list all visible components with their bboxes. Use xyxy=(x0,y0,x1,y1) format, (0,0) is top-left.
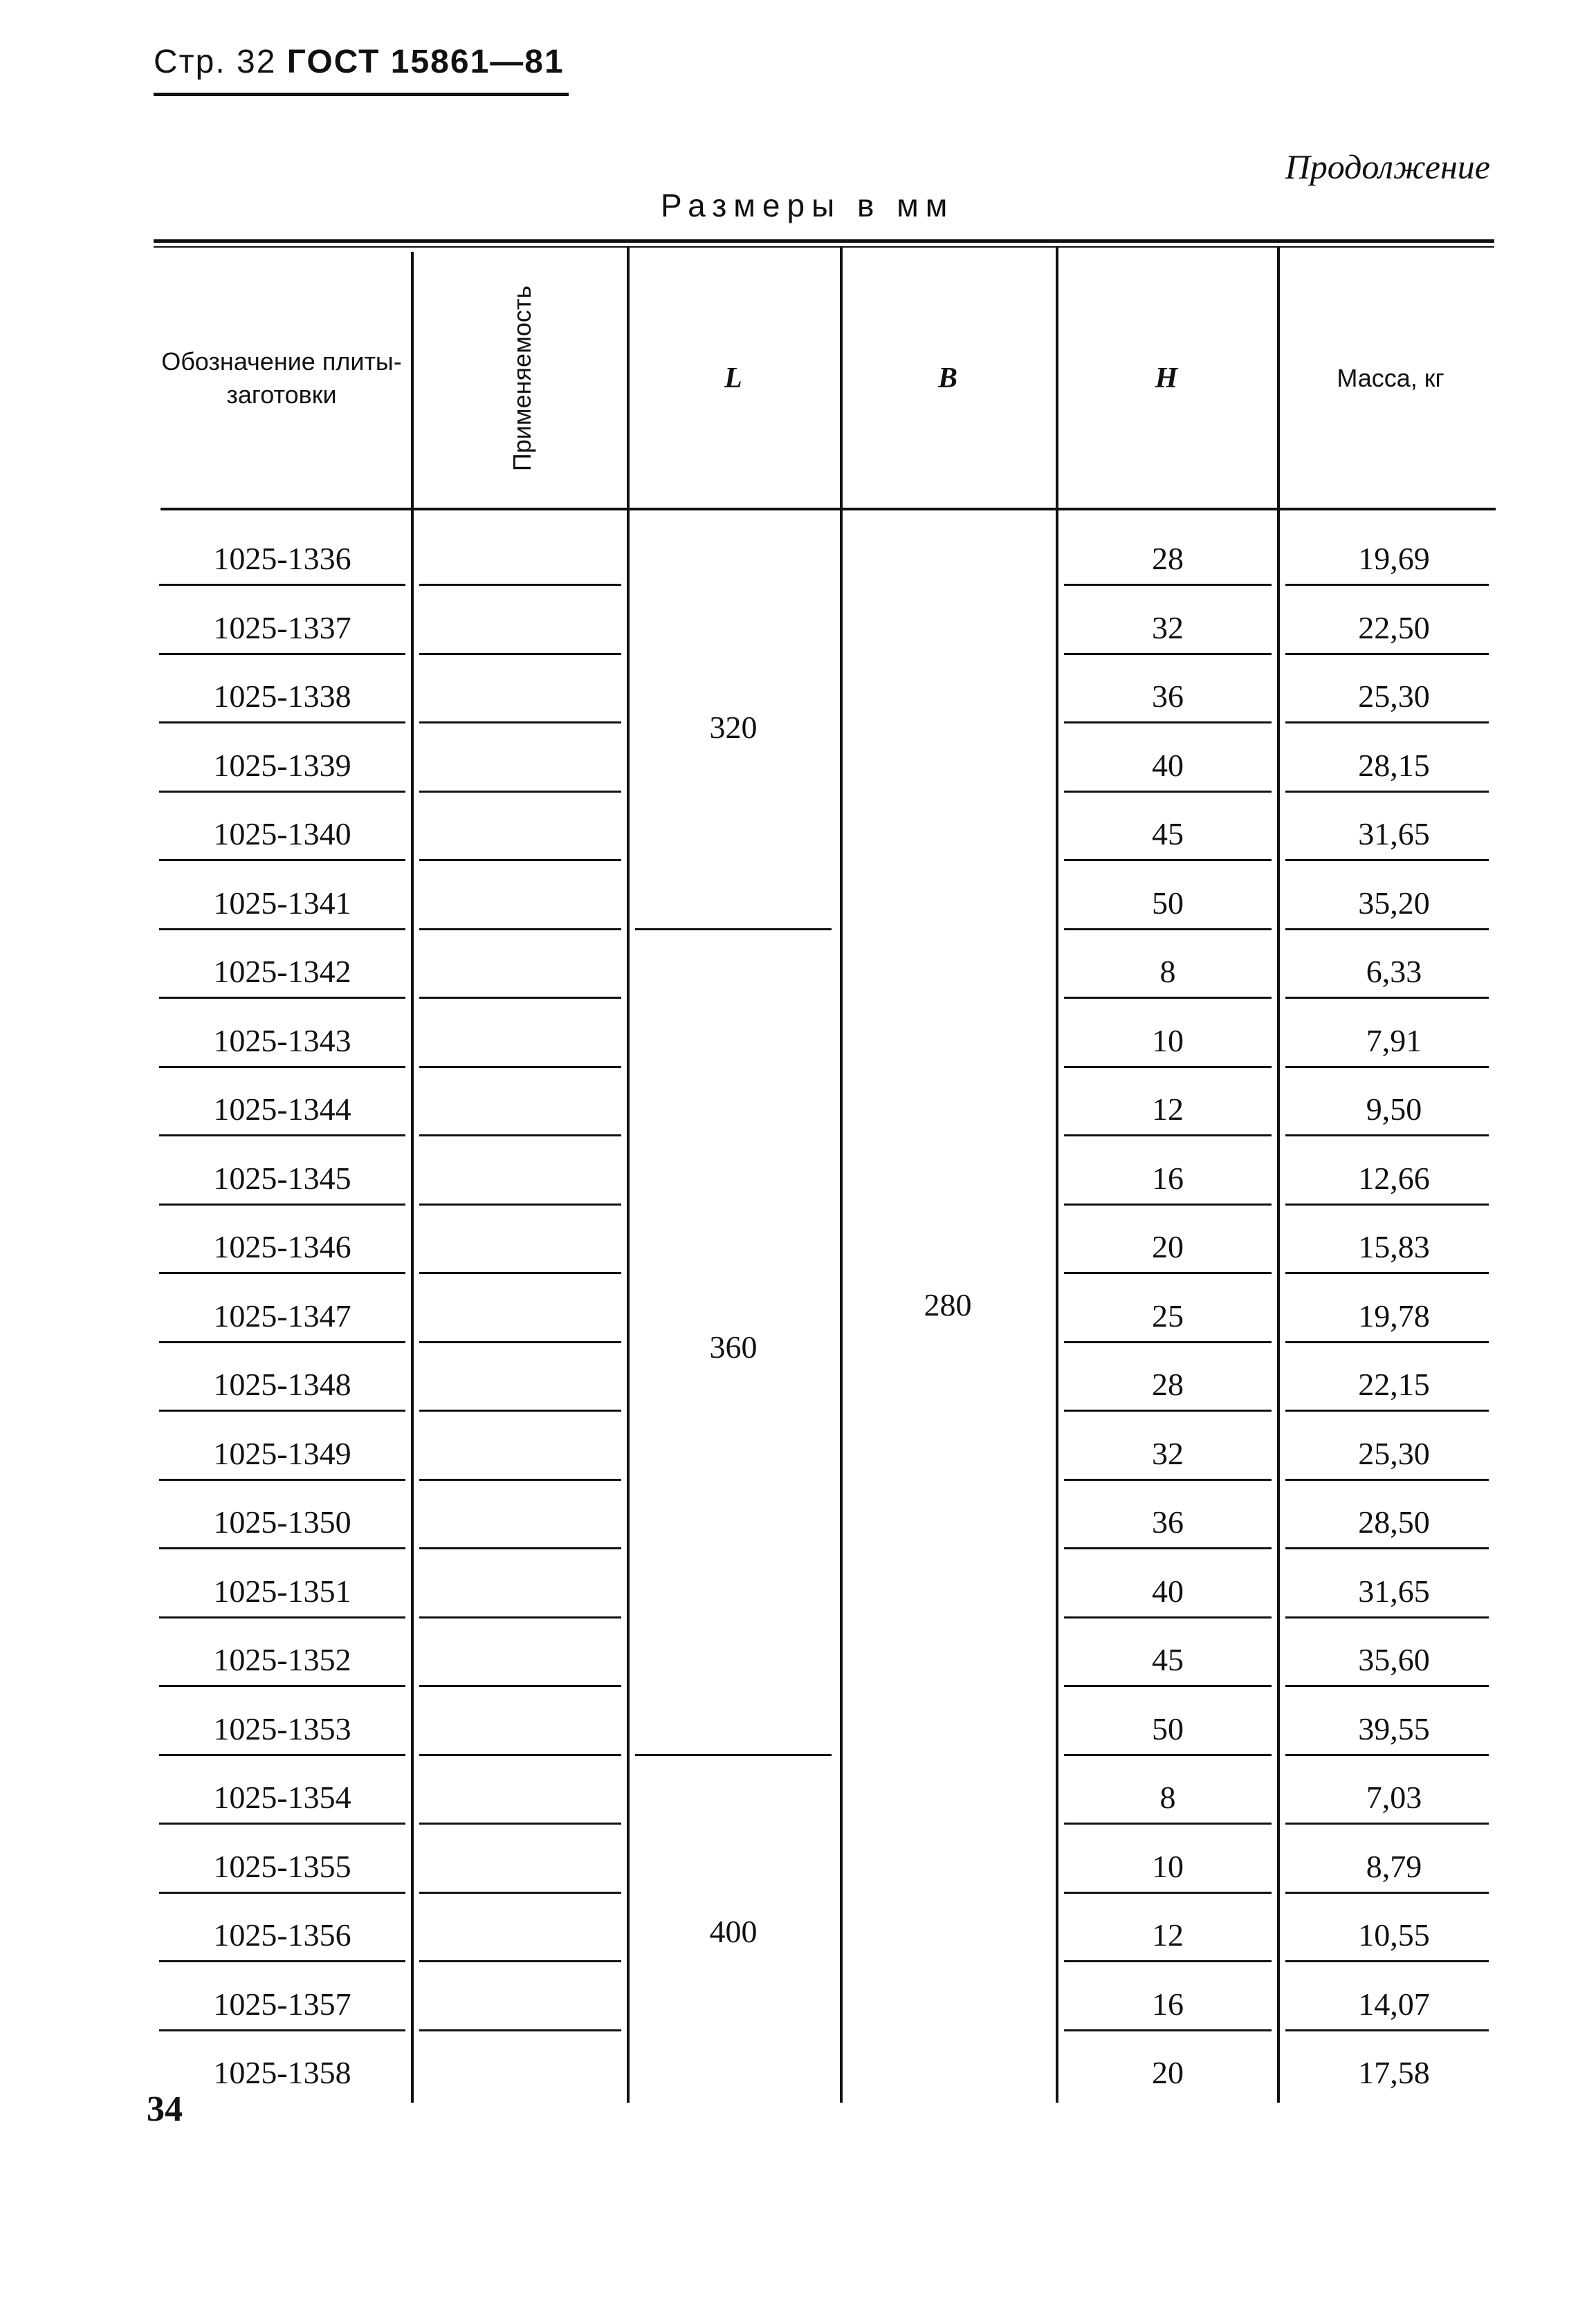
H-cell: 16 xyxy=(1152,1160,1184,1196)
row-rule xyxy=(419,1134,621,1136)
row-rule xyxy=(419,1479,621,1481)
row-rule xyxy=(1285,1547,1489,1549)
mass-cell: 22,15 xyxy=(1358,1367,1430,1402)
mass-cell: 10,55 xyxy=(1358,1917,1430,1953)
mass-cell: 7,91 xyxy=(1366,1022,1422,1058)
page-number: 34 xyxy=(147,2090,183,2129)
row-rule xyxy=(1285,791,1489,793)
designation-cell: 1025-1355 xyxy=(213,1848,351,1884)
row-rule xyxy=(1285,1204,1489,1206)
row-rule xyxy=(159,1479,405,1481)
designation-cell: 1025-1349 xyxy=(213,1435,351,1471)
row-rule xyxy=(1285,1892,1489,1894)
row-rule xyxy=(159,1960,405,1962)
row-rule xyxy=(419,791,621,793)
designation-cell: 1025-1348 xyxy=(213,1367,351,1402)
designation-cell: 1025-1352 xyxy=(213,1642,351,1677)
H-cell: 12 xyxy=(1152,1917,1184,1953)
H-cell: 50 xyxy=(1152,1710,1184,1746)
row-rule xyxy=(159,1410,405,1412)
row-rule xyxy=(1285,2029,1489,2031)
mass-cell: 12,66 xyxy=(1358,1160,1430,1196)
mass-cell: 6,33 xyxy=(1366,954,1422,989)
L-group-rule xyxy=(635,1754,832,1756)
column-divider xyxy=(1277,246,1280,2103)
row-rule xyxy=(1285,1066,1489,1068)
H-cell: 8 xyxy=(1159,1780,1176,1815)
row-rule xyxy=(1064,1823,1272,1825)
L-cell: 400 xyxy=(709,1914,758,1950)
row-rule xyxy=(419,1547,621,1549)
row-rule xyxy=(1064,1272,1272,1274)
row-rule xyxy=(1064,1134,1272,1136)
row-rule xyxy=(1064,791,1272,793)
table-top-rule-thin xyxy=(154,246,1494,248)
H-cell: 40 xyxy=(1152,1573,1184,1609)
H-cell: 45 xyxy=(1152,1642,1184,1677)
row-rule xyxy=(159,1823,405,1825)
row-rule xyxy=(159,584,405,586)
H-cell: 32 xyxy=(1152,609,1184,645)
row-rule xyxy=(419,997,621,999)
row-rule xyxy=(159,859,405,861)
mass-cell: 19,69 xyxy=(1358,541,1430,576)
row-rule xyxy=(1285,1272,1489,1274)
column-header-applicability xyxy=(415,252,630,505)
row-rule xyxy=(1064,584,1272,586)
row-rule xyxy=(1285,1823,1489,1825)
row-rule xyxy=(159,1066,405,1068)
row-rule xyxy=(1064,1066,1272,1068)
row-rule xyxy=(159,1134,405,1136)
row-rule xyxy=(1064,1892,1272,1894)
row-rule xyxy=(419,1892,621,1894)
designation-cell: 1025-1358 xyxy=(213,2055,351,2090)
designation-cell: 1025-1339 xyxy=(213,747,351,783)
running-head-rule xyxy=(154,93,569,96)
designation-cell: 1025-1341 xyxy=(213,885,351,921)
column-header-mass: Масса, кг xyxy=(1337,364,1444,392)
row-rule xyxy=(1064,1204,1272,1206)
row-rule xyxy=(1285,721,1489,723)
row-rule xyxy=(159,653,405,655)
row-rule xyxy=(419,859,621,861)
mass-cell: 22,50 xyxy=(1358,609,1430,645)
designation-cell: 1025-1346 xyxy=(213,1229,351,1264)
row-rule xyxy=(419,1685,621,1687)
row-rule xyxy=(1285,1960,1489,1962)
row-rule xyxy=(419,1341,621,1343)
row-rule xyxy=(1285,1410,1489,1412)
L-cell: 360 xyxy=(709,1329,758,1365)
continuation-label: Продолжение xyxy=(1285,147,1490,186)
column-divider xyxy=(411,252,414,2103)
row-rule xyxy=(419,653,621,655)
mass-cell: 15,83 xyxy=(1358,1229,1430,1264)
standard-number: ГОСТ 15861—81 xyxy=(286,44,565,80)
row-rule xyxy=(1064,721,1272,723)
designation-cell: 1025-1345 xyxy=(213,1160,351,1196)
designation-cell: 1025-1353 xyxy=(213,1710,351,1746)
row-rule xyxy=(1064,1754,1272,1756)
H-cell: 50 xyxy=(1152,885,1184,921)
H-cell: 40 xyxy=(1152,747,1184,783)
row-rule xyxy=(159,1892,405,1894)
row-rule xyxy=(1064,1410,1272,1412)
row-rule xyxy=(1064,928,1272,930)
header-bottom-rule xyxy=(160,508,1496,510)
row-rule xyxy=(1064,653,1272,655)
row-rule xyxy=(159,1341,405,1343)
designation-cell: 1025-1336 xyxy=(213,541,351,576)
mass-cell: 9,50 xyxy=(1366,1091,1422,1127)
mass-cell: 31,65 xyxy=(1358,1573,1430,1609)
row-rule xyxy=(159,1754,405,1756)
mass-cell: 31,65 xyxy=(1358,816,1430,851)
mass-cell: 8,79 xyxy=(1366,1848,1422,1884)
H-cell: 25 xyxy=(1152,1298,1184,1334)
column-header-B: B xyxy=(937,362,957,394)
H-cell: 28 xyxy=(1152,1367,1184,1402)
row-rule xyxy=(419,1066,621,1068)
row-rule xyxy=(1064,997,1272,999)
mass-cell: 39,55 xyxy=(1358,1710,1430,1746)
row-rule xyxy=(159,2029,405,2031)
row-rule xyxy=(159,1204,405,1206)
row-rule xyxy=(1285,1341,1489,1343)
row-rule xyxy=(1285,1134,1489,1136)
row-rule xyxy=(419,1960,621,1962)
designation-cell: 1025-1357 xyxy=(213,1986,351,2022)
row-rule xyxy=(419,1204,621,1206)
mass-cell: 35,60 xyxy=(1358,1642,1430,1677)
H-cell: 12 xyxy=(1152,1091,1184,1127)
row-rule xyxy=(159,1616,405,1618)
row-rule xyxy=(159,791,405,793)
row-rule xyxy=(159,1685,405,1687)
column-header-H: H xyxy=(1155,362,1178,394)
mass-cell: 25,30 xyxy=(1358,679,1430,714)
row-rule xyxy=(1064,1479,1272,1481)
units-caption: Размеры в мм xyxy=(661,187,955,223)
row-rule xyxy=(1285,1616,1489,1618)
H-cell: 45 xyxy=(1152,816,1184,851)
row-rule xyxy=(419,1410,621,1412)
row-rule xyxy=(419,584,621,586)
designation-cell: 1025-1344 xyxy=(213,1091,351,1127)
row-rule xyxy=(1064,1547,1272,1549)
row-rule xyxy=(419,1754,621,1756)
row-rule xyxy=(1285,859,1489,861)
row-rule xyxy=(1064,1685,1272,1687)
row-rule xyxy=(159,928,405,930)
row-rule xyxy=(159,721,405,723)
H-cell: 20 xyxy=(1152,1229,1184,1264)
mass-cell: 25,30 xyxy=(1358,1435,1430,1471)
designation-cell: 1025-1347 xyxy=(213,1298,351,1334)
row-rule xyxy=(419,1823,621,1825)
row-rule xyxy=(1285,997,1489,999)
designation-cell: 1025-1342 xyxy=(213,954,351,989)
H-cell: 10 xyxy=(1152,1848,1184,1884)
column-header-designation: Обозначение плиты-заготовки xyxy=(161,347,402,409)
H-cell: 32 xyxy=(1152,1435,1184,1471)
row-rule xyxy=(159,1547,405,1549)
column-header-applicability-text: Применяемость xyxy=(507,285,536,472)
row-rule xyxy=(1285,1685,1489,1687)
mass-cell: 17,58 xyxy=(1358,2055,1430,2090)
row-rule xyxy=(1285,1754,1489,1756)
column-divider xyxy=(840,246,843,2103)
designation-cell: 1025-1340 xyxy=(213,816,351,851)
row-rule xyxy=(159,1272,405,1274)
row-rule xyxy=(1285,1479,1489,1481)
B-cell: 280 xyxy=(924,1287,972,1323)
H-cell: 10 xyxy=(1152,1022,1184,1058)
page-label: Стр. 32 xyxy=(154,44,277,80)
row-rule xyxy=(1285,928,1489,930)
row-rule xyxy=(1064,2029,1272,2031)
row-rule xyxy=(419,2029,621,2031)
row-rule xyxy=(1285,653,1489,655)
H-cell: 8 xyxy=(1159,954,1176,989)
designation-cell: 1025-1337 xyxy=(213,609,351,645)
table-top-rule xyxy=(154,239,1494,243)
column-divider xyxy=(627,246,630,2103)
row-rule xyxy=(1064,1341,1272,1343)
mass-cell: 28,15 xyxy=(1358,747,1430,783)
designation-cell: 1025-1343 xyxy=(213,1022,351,1058)
running-head xyxy=(154,43,565,81)
mass-cell: 35,20 xyxy=(1358,885,1430,921)
row-rule xyxy=(419,1272,621,1274)
row-rule xyxy=(1064,1616,1272,1618)
designation-cell: 1025-1356 xyxy=(213,1917,351,1953)
row-rule xyxy=(159,997,405,999)
L-cell: 320 xyxy=(709,710,758,745)
mass-cell: 14,07 xyxy=(1358,1986,1430,2022)
row-rule xyxy=(1064,859,1272,861)
H-cell: 28 xyxy=(1152,541,1184,576)
row-rule xyxy=(419,1616,621,1618)
designation-cell: 1025-1351 xyxy=(213,1573,351,1609)
designation-cell: 1025-1354 xyxy=(213,1780,351,1815)
row-rule xyxy=(1285,584,1489,586)
L-group-rule xyxy=(635,928,832,930)
designation-cell: 1025-1338 xyxy=(213,679,351,714)
H-cell: 16 xyxy=(1152,1986,1184,2022)
mass-cell: 28,50 xyxy=(1358,1504,1430,1540)
H-cell: 20 xyxy=(1152,2055,1184,2090)
H-cell: 36 xyxy=(1152,1504,1184,1540)
mass-cell: 19,78 xyxy=(1358,1298,1430,1334)
column-header-L: L xyxy=(724,362,742,394)
row-rule xyxy=(419,721,621,723)
row-rule xyxy=(1064,1960,1272,1962)
H-cell: 36 xyxy=(1152,679,1184,714)
designation-cell: 1025-1350 xyxy=(213,1504,351,1540)
mass-cell: 7,03 xyxy=(1366,1780,1422,1815)
row-rule xyxy=(419,928,621,930)
